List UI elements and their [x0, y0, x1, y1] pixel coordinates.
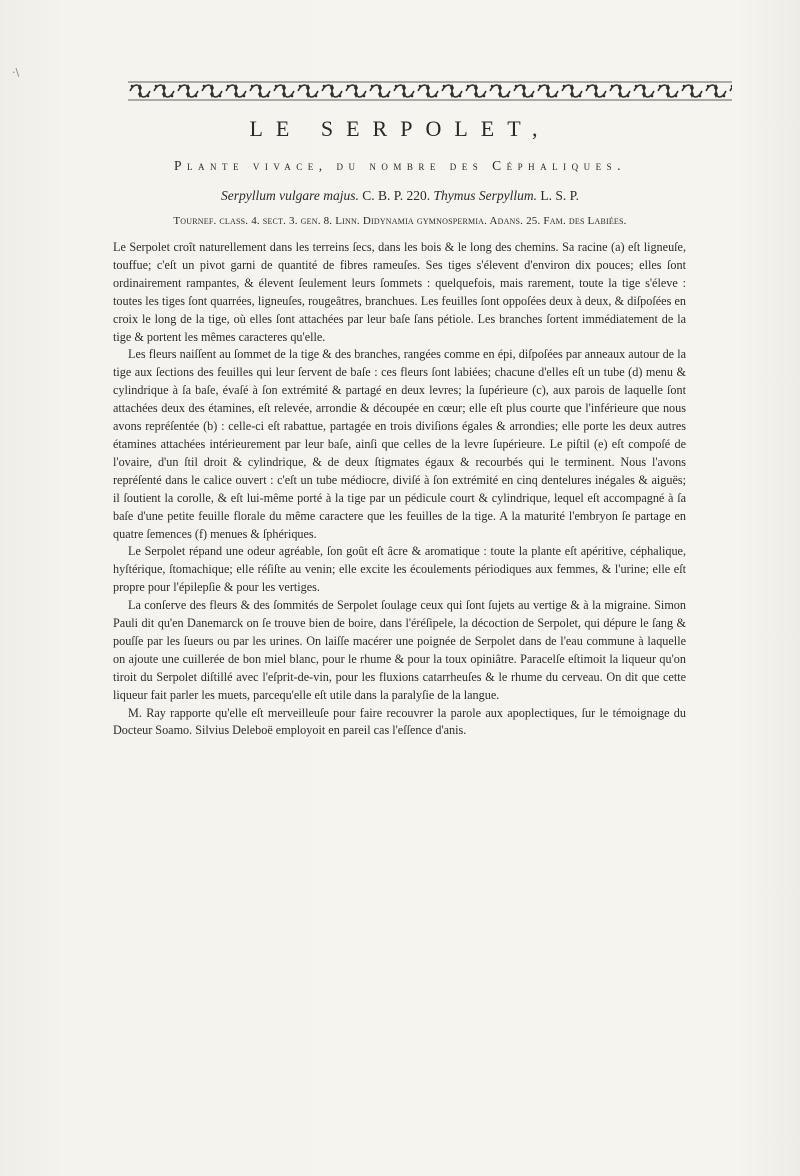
paragraph: M. Ray rapporte qu'elle eſt merveilleuſe pour faire recouvrer la parole aux apoplectiques, ſur le témoignage du Docteur Soamo. Silvius Deleboë employoit en pareil cas l'eſſence d'anis. [113, 705, 686, 738]
latin-names [0, 188, 800, 204]
margin-mark: ·\ [12, 66, 20, 79]
latin-ref: C. B. P. 220. [362, 188, 431, 203]
page-title: LE SERPOLET, [249, 116, 551, 141]
ornament-band [128, 80, 732, 102]
classification-line: Tournef. claſſ. 4. ſect. 3. gen. 8. Linn. Didynamia gymnoſpermia. Adans. 25. Fam. des Labiées. [173, 215, 627, 227]
paragraph: La conſerve des fleurs & des ſommités de Serpolet ſoulage ceux qui ſont ſujets au vertige & à la migraine. Simon Pauli dit qu'en Danemarck on ſe trouve bien de boire, dans l'éréſipele, la décoction de Serpolet, qui dépure le ſang & pouſſe par les ſueurs ou par les urines. On laiſſe macérer une poignée de Serpolet dans de l'eau commune à laquelle on ajoute une cuillerée de bon miel blanc, pour le rhume & pour la toux opiniâtre. Paracelſe eſtimoit la liqueur qu'on tiroit du Serpolet diſtillé avec l'eſprit-de-vin, pour les fluxions catarrheuſes & le rhume du cerveau. On dit que cette liqueur fait parler les muets, parcequ'elle eſt utile dans la paralyſie de la langue. [113, 598, 686, 702]
body-text [113, 239, 686, 740]
linnaean-name: Thymus Serpyllum. [433, 188, 537, 203]
paragraph: Les fleurs naiſſent au ſommet de la tige & des branches, rangées comme en épi, diſpoſées par anneaux autour de la tige aux ſections des feuilles qui leur ſervent de baſe : ces fleurs ſont labiées; chacune d'elles eſt un tube (d) menu & cylindrique à ſa baſe, évaſé à ſon extrémité & partagé en deux levres; la ſupérieure (c), aux parois de laquelle ſont attachées deux des étamines, eſt relevée, arrondie & découpée en cœur; elle eſt plus courte que l'inférieure que nous avons repréſentée (b) : celle-ci eſt rabattue, partagée en trois diviſions égales & arrondies; elle porte les deux autres étamines attachées intérieurement par leur baſe, ainſi que celles de la levre ſupérieure. Le piſtil (e) eſt compoſé de l'ovaire, d'un ſtil droit & cylindrique, & de deux ſtigmates égaux & recourbés qui le terminent. Nous l'avons repréſenté dans le calice ouvert : c'eſt un tube médiocre, diviſé à ſon extrémité en cinq dentelures inégales & aiguës; il ſoutient la corolle, & eſt lui-même porté à la tige par un pédicule court & cylindrique, lequel eſt accompagné à ſa baſe d'une petite feuille florale du même caractere que les feuilles de la tige. A la maturité l'embryon ſe partage en quatre ſemences (f) menues & ſphériques. [113, 347, 686, 541]
latin-name: Serpyllum vulgare majus. [220, 188, 359, 203]
paragraph: Le Serpolet répand une odeur agréable, ſon goût eſt âcre & aromatique : toute la plante eſt apéritive, céphalique, hyſtérique, ſtomachique; elle réſiſte au venin; elle excite les écoulements périodiques aux femmes, & l'urine; elle eſt propre pour l'épilepſie & pour les vertiges. [113, 544, 686, 595]
linnaean-ref: L. S. P. [540, 188, 580, 203]
paragraph: Le Serpolet croît naturellement dans les terreins ſecs, dans les bois & le long des chemins. Sa racine (a) eſt ligneuſe, touffue; c'eſt un pivot garni de quantité de fibres rameuſes. Ses tiges s'élevent d'environ dix pouces; elles ſont ordinairement rampantes, & élevent ſeulement leurs ſommets : quelquefois, mais rarement, toute la tige s'éleve : toutes les tiges ſont quarrées, ligneuſes, rougeâtres, branchues. Les feuilles ſont oppoſées deux à deux, & diſpoſées en croix le long de la tige, où elles ſont attachées par leur baſe ſans pétiole. Les branches ſortent immédiatement de la tige & portent les mêmes caracteres qu'elle. [113, 240, 686, 344]
subtitle: Plante vivace, du nombre des Céphaliques. [174, 158, 626, 173]
